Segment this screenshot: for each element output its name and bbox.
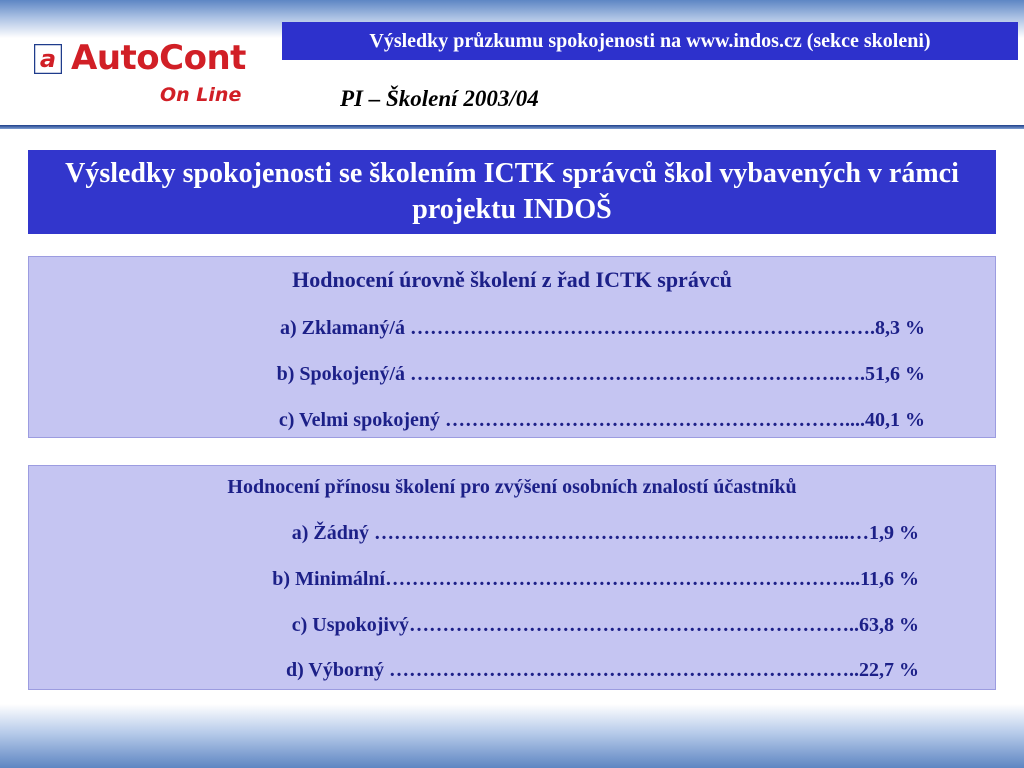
knowledge-benefit-row-excellent: d) Výborný ……………………………………………………………..22,7 % <box>286 659 919 681</box>
knowledge-benefit-row-satisfactory: c) Uspokojivý…………………………………………………………..63,8 % <box>291 614 919 636</box>
training-level-heading: Hodnocení úrovně školení z řad ICTK správců <box>292 267 732 292</box>
training-level-panel <box>28 256 996 438</box>
slide-subtitle: PI – Školení 2003/04 <box>340 86 539 111</box>
training-level-row-very-satisfied: c) Velmi spokojený ……………………………………………………....40,1 % <box>278 409 925 431</box>
logo-tagline: On Line <box>160 84 242 106</box>
survey-banner: Výsledky průzkumu spokojenosti na www.indos.cz (sekce skoleni) <box>282 22 1018 60</box>
autocont-logo-icon <box>34 44 62 74</box>
knowledge-benefit-row-none: a) Žádný ……………………………………………………………...…1,9 % <box>291 522 919 544</box>
header-divider <box>0 125 1024 129</box>
bottom-gradient-band <box>0 704 1024 768</box>
autocont-logo <box>34 38 254 114</box>
knowledge-benefit-row-minimal: b) Minimální……………………………………………………………...11,6 % <box>272 568 919 590</box>
training-level-row-disappointed: a) Zklamaný/á …………………………………………………………….8,3 % <box>279 317 925 339</box>
knowledge-benefit-heading: Hodnocení přínosu školení pro zvýšení osobních znalostí účastníků <box>227 476 797 498</box>
slide-title: Výsledky spokojenosti se školením ICTK správců škol vybavených v rámci projektu INDOŠ <box>65 158 959 225</box>
knowledge-benefit-panel <box>28 465 996 690</box>
logo-mark-letter: a <box>39 45 57 73</box>
logo-wordmark: AutoCont <box>71 38 246 78</box>
slide-title-box <box>28 150 996 234</box>
training-level-row-satisfied: b) Spokojený/á ……………….……………………………………….….51,6 % <box>276 363 925 385</box>
